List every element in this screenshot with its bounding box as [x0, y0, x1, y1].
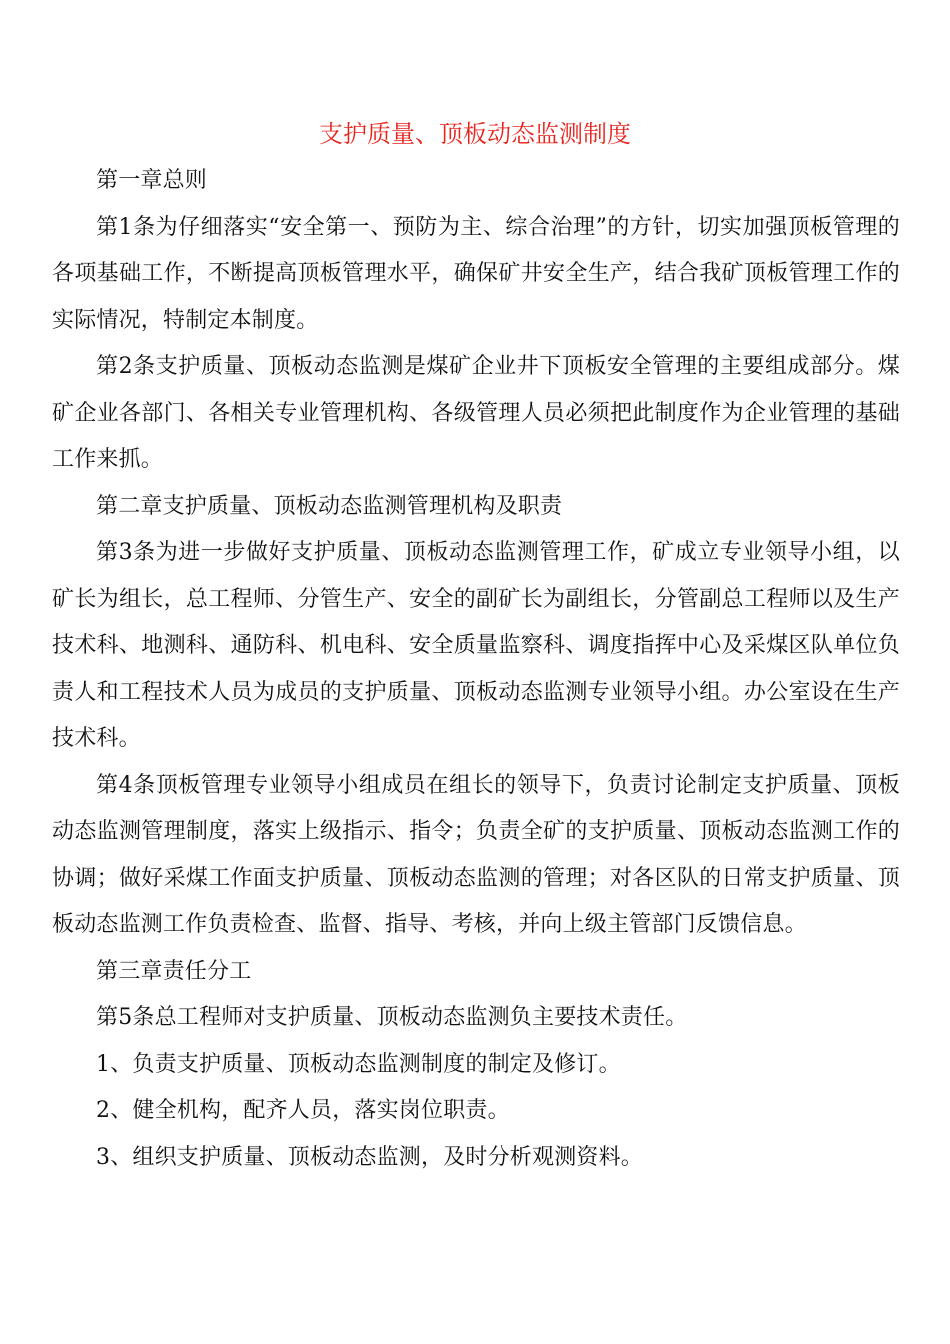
list-item-3: 3、组织支护质量、顶板动态监测，及时分析观测资料。 [96, 1144, 643, 1170]
chapter-heading-1: 第一章总则 [96, 168, 208, 193]
list-item-1: 1、负责支护质量、顶板动态监测制度的制定及修订。 [96, 1051, 621, 1077]
article-5: 第5条总工程师对支护质量、顶板动态监测负主要技术责任。 [96, 1005, 688, 1030]
document-body [52, 158, 900, 1181]
article-1: 第1条为仔细落实“安全第一、预防为主、综合治理”的方针，切实加强顶板管理的各项基础工作，不断提高顶板管理水平，确保矿井安全生产，结合我矿顶板管理工作的实际情况，特制定本制度。 [52, 214, 900, 333]
article-3: 第3条为进一步做好支护质量、顶板动态监测管理工作，矿成立专业领导小组，以矿长为组长，总工程师、分管生产、安全的副矿长为副组长，分管副总工程师以及生产技术科、地测科、通防科、机电科、安全质量监察科、调度指挥中心及采煤区队单位负责人和工程技术人员为成员的支护质量、顶板动态监测专业领导小组。办公室设在生产技术科。 [52, 540, 900, 751]
article-2: 第2条支护质量、顶板动态监测是煤矿企业井下顶板安全管理的主要组成部分。煤矿企业各部门、各相关专业管理机构、各级管理人员必须把此制度作为企业管理的基础工作来抓。 [52, 354, 900, 472]
article-4: 第4条顶板管理专业领导小组成员在组长的领导下，负责讨论制定支护质量、顶板动态监测管理制度，落实上级指示、指令；负责全矿的支护质量、顶板动态监测工作的协调；做好采煤工作面支护质量、顶板动态监测的管理；对各区队的日常支护质量、顶板动态监测工作负责检查、监督、指导、考核，并向上级主管部门反馈信息。 [52, 772, 900, 937]
document-title: 支护质量、顶板动态监测制度 [319, 120, 631, 148]
list-item-2: 2、健全机构，配齐人员，落实岗位职责。 [96, 1098, 510, 1123]
chapter-heading-3: 第三章责任分工 [96, 958, 252, 984]
chapter-heading-2: 第二章支护质量、顶板动态监测管理机构及职责 [96, 493, 563, 519]
